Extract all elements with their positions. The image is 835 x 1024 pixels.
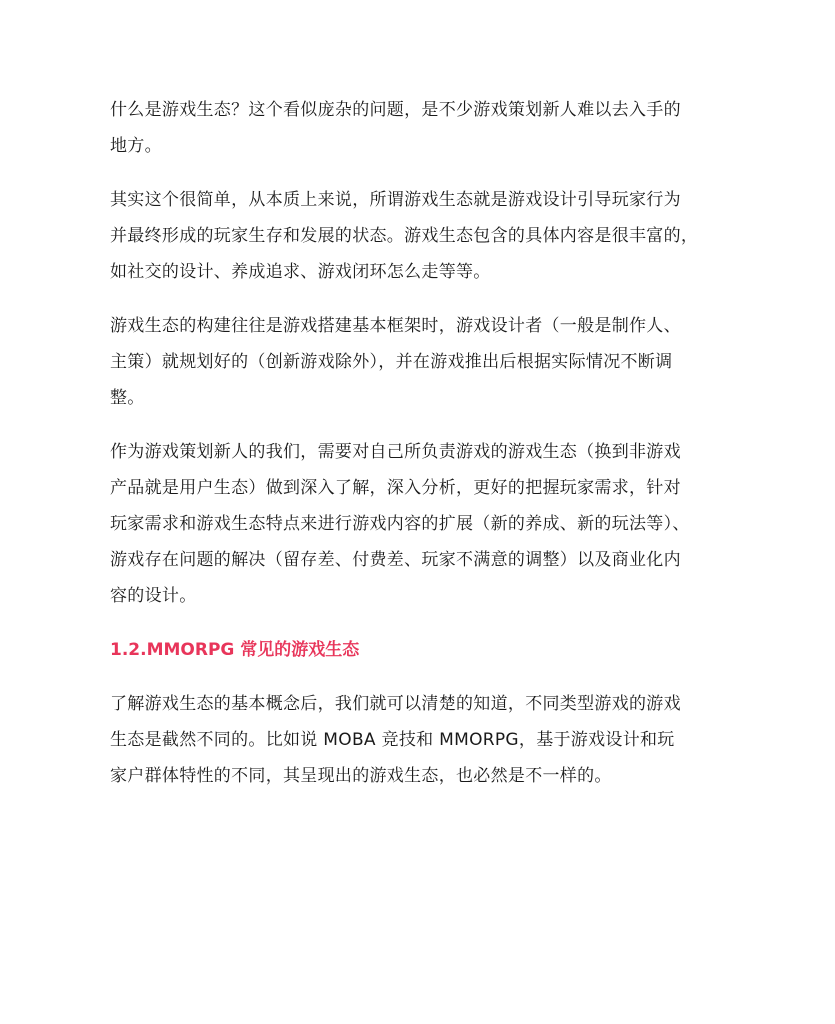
text-line: 容的设计。 <box>110 586 197 606</box>
text-line: 游戏存在问题的解决（留存差、付费差、玩家不满意的调整）以及商业化内 <box>110 550 681 570</box>
paragraph-intro <box>110 92 735 164</box>
text-line: 玩家需求和游戏生态特点来进行游戏内容的扩展（新的养成、新的玩法等）、 <box>110 514 690 534</box>
text-line: 主策）就规划好的（创新游戏除外），并在游戏推出后根据实际情况不断调 <box>110 352 673 372</box>
paragraph-definition <box>110 182 735 290</box>
text-line: 作为游戏策划新人的我们，需要对自己所负责游戏的游戏生态（换到非游戏 <box>110 442 681 462</box>
paragraph-newcomer <box>110 434 735 614</box>
text-line: 其实这个很简单，从本质上来说，所谓游戏生态就是游戏设计引导玩家行为 <box>110 190 681 210</box>
text-line: 了解游戏生态的基本概念后，我们就可以清楚的知道，不同类型游戏的游戏 <box>110 694 681 714</box>
section-heading: 1.2.MMORPG 常见的游戏生态 <box>110 640 360 660</box>
text-line: 地方。 <box>110 136 162 156</box>
paragraph-construction <box>110 308 735 416</box>
text-line: 整。 <box>110 388 145 408</box>
text-line: 游戏生态的构建往往是游戏搭建基本框架时，游戏设计者（一般是制作人、 <box>110 316 681 336</box>
text-line: 生态是截然不同的。比如说 MOBA 竞技和 MMORPG，基于游戏设计和玩 <box>110 730 675 750</box>
text-line: 产品就是用户生态）做到深入了解，深入分析，更好的把握玩家需求，针对 <box>110 478 681 498</box>
text-line: 家户群体特性的不同，其呈现出的游戏生态，也必然是不一样的。 <box>110 766 612 786</box>
paragraph-closing <box>110 686 735 794</box>
text-line: 如社交的设计、养成追求、游戏闭环怎么走等等。 <box>110 262 491 282</box>
text-line: 并最终形成的玩家生存和发展的状态。游戏生态包含的具体内容是很丰富的， <box>110 226 699 246</box>
text-line: 什么是游戏生态？这个看似庞杂的问题，是不少游戏策划新人难以去入手的 <box>110 100 681 120</box>
